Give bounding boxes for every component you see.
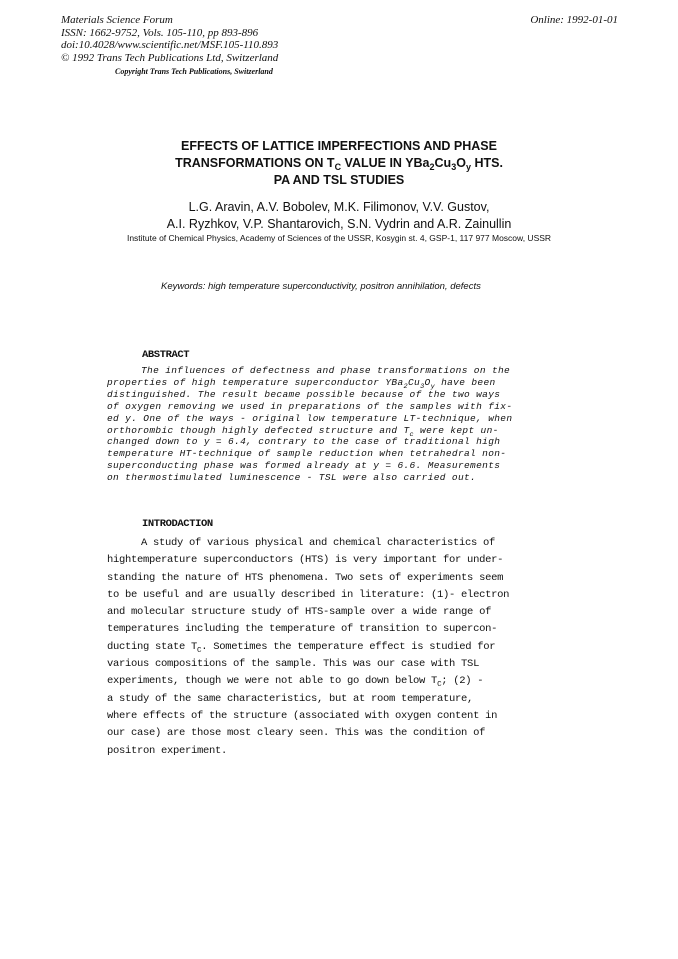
title-line-1: EFFECTS OF LATTICE IMPERFECTIONS AND PHASE [181, 139, 497, 153]
online-date: Online: 1992-01-01 [530, 14, 618, 26]
journal-name: Materials Science Forum [61, 14, 173, 26]
abstract-line: changed down to y = 6.4, contrary to the case of traditional high [107, 436, 501, 448]
abstract-line: temperature HT-technique of sample reduction when tetrahedral non- [107, 448, 507, 460]
intro-line: and molecular structure study of HTS-sample over a wide range of [107, 606, 492, 619]
abstract-line: distinguished. The result became possible because of the two ways [107, 388, 501, 400]
intro-line: ducting state $T_C$. Sometimes the temperature effect is studied for [107, 640, 496, 655]
page-header [61, 14, 618, 64]
intro-line: our case) are those most cleary seen. This was the condition of [107, 727, 486, 740]
introduction-heading: INTRODACTION [142, 518, 213, 530]
abstract-line: properties of high temperature superconductor $YBa_2Cu_3O_y$ have been [107, 376, 496, 391]
title-line-2: TRANSFORMATIONS ON $T_C$ VALUE IN $YBa_2Cu_3O_y$ HTS. [175, 156, 503, 172]
introduction-body [107, 535, 557, 760]
copyright-line: © 1992 Trans Tech Publications Ltd, Switzerland [61, 51, 279, 64]
intro-line: positron experiment. [107, 744, 228, 757]
publication-info [61, 14, 278, 64]
paper-title [0, 138, 678, 189]
abstract-line: The influences of defectness and phase transformations on the [141, 365, 511, 376]
authors-line-1: L.G. Aravin, A.V. Bobolev, M.K. Filimonov, V.V. Gustov, [188, 200, 490, 214]
title-line-3: PA AND TSL STUDIES [273, 173, 405, 187]
affiliation: Institute of Chemical Physics, Academy of Sciences of the USSR, Kosygin st. 4, GSP-1, 117 977 Moscow, USSR [126, 233, 552, 243]
intro-line: A study of various physical and chemical characteristics of [141, 537, 496, 549]
intro-line: a study of the same characteristics, but at room temperature, [107, 692, 474, 705]
intro-line: to be useful and are usually described in literature: (1)- electron [107, 588, 510, 601]
abstract-heading: ABSTRACT [142, 349, 190, 361]
keywords: Keywords: high temperature superconductivity, positron annihilation, defects [161, 281, 481, 292]
issn-line: ISSN: 1662-9752, Vols. 105-110, pp 893-896 [61, 26, 259, 39]
intro-line: various compositions of the sample. This was our case with TSL [107, 658, 480, 671]
copyright-notice: Copyright Trans Tech Publications, Switzerland [115, 67, 273, 76]
abstract-body [107, 365, 547, 484]
abstract-line: orthorombic though highly defected structure and $T_c$ were kept un- [107, 424, 499, 439]
abstract-line: ed y. One of the ways - original low temperature LT-technique, when [107, 412, 513, 424]
abstract-line: of oxygen removing we used in preparations of the samples with fix- [107, 400, 513, 412]
authors-line-2: A.I. Ryzhkov, V.P. Shantarovich, S.N. Vydrin and A.R. Zainullin [166, 217, 512, 231]
intro-line: experiments, though we were not able to go down below $T_C$; (2) - [107, 675, 484, 690]
intro-line: temperatures including the temperature of transition to supercon- [107, 623, 498, 636]
abstract-line: superconducting phase was formed already at y = 6.6. Measurements [107, 460, 501, 472]
doi-line: doi:10.4028/www.scientific.net/MSF.105-110.893 [61, 39, 279, 51]
intro-line: hightemperature superconductors (HTS) is very important for under- [107, 554, 504, 567]
author-list [0, 199, 678, 233]
intro-line: standing the nature of HTS phenomena. Two sets of experiments seem [107, 571, 504, 584]
abstract-line: on thermostimulated luminescence - TSL were also carried out. [107, 472, 477, 484]
intro-line: where effects of the structure (associated with oxygen content in [107, 709, 498, 722]
